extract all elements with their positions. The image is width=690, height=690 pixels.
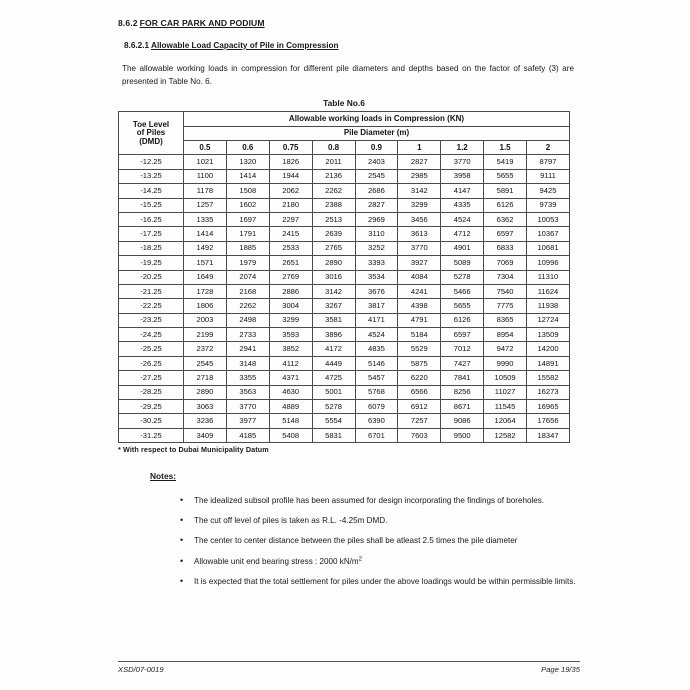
column-header-diameter-7: 1.5 xyxy=(484,141,527,155)
cell-toe-level: -15.25 xyxy=(119,198,184,212)
notes-title: Notes: xyxy=(150,471,177,482)
note-superscript: 2 xyxy=(358,555,363,562)
cell-load-0.6: 4185 xyxy=(226,428,269,442)
cell-load-0.5: 3409 xyxy=(184,428,227,442)
cell-load-1.5: 5655 xyxy=(484,169,527,183)
cell-load-0.9: 3393 xyxy=(355,256,398,270)
cell-load-1.2: 8671 xyxy=(441,400,484,414)
cell-load-0.75: 4630 xyxy=(269,385,312,399)
cell-load-0.5: 3236 xyxy=(184,414,227,428)
table-row xyxy=(119,184,570,198)
cell-toe-level: -25.25 xyxy=(119,342,184,356)
cell-load-0.75: 3004 xyxy=(269,299,312,313)
cell-load-2: 10367 xyxy=(527,227,570,241)
cell-load-1.2: 7427 xyxy=(441,356,484,370)
table-row xyxy=(119,284,570,298)
cell-load-0.9: 2403 xyxy=(355,155,398,169)
list-item: • It is expected that the total settlement for piles under the above loadings would be within permissible limits. xyxy=(180,575,578,588)
cell-load-1: 3456 xyxy=(398,212,441,226)
cell-load-0.75: 4889 xyxy=(269,400,312,414)
cell-load-1.5: 6126 xyxy=(484,198,527,212)
cell-load-0.9: 4171 xyxy=(355,313,398,327)
cell-load-0.8: 2388 xyxy=(312,198,355,212)
cell-load-0.9: 3534 xyxy=(355,270,398,284)
cell-load-0.9: 3817 xyxy=(355,299,398,313)
cell-load-0.6: 1508 xyxy=(226,184,269,198)
cell-load-2: 15582 xyxy=(527,371,570,385)
cell-load-1.2: 5278 xyxy=(441,270,484,284)
cell-load-1: 3927 xyxy=(398,256,441,270)
cell-load-0.9: 2686 xyxy=(355,184,398,198)
cell-load-0.9: 5457 xyxy=(355,371,398,385)
cell-load-1.5: 10509 xyxy=(484,371,527,385)
cell-load-1.2: 7841 xyxy=(441,371,484,385)
cell-load-1.5: 9472 xyxy=(484,342,527,356)
cell-load-0.5: 2890 xyxy=(184,385,227,399)
allowable-loads-table xyxy=(118,111,570,443)
table-row xyxy=(119,227,570,241)
cell-load-1: 2827 xyxy=(398,155,441,169)
cell-load-0.8: 3016 xyxy=(312,270,355,284)
page-footer xyxy=(118,665,580,674)
cell-load-1.2: 4712 xyxy=(441,227,484,241)
cell-load-0.5: 1414 xyxy=(184,227,227,241)
cell-load-0.6: 3977 xyxy=(226,414,269,428)
cell-load-2: 16965 xyxy=(527,400,570,414)
cell-load-0.6: 2498 xyxy=(226,313,269,327)
cell-load-0.8: 5554 xyxy=(312,414,355,428)
cell-load-1.2: 5655 xyxy=(441,299,484,313)
cell-toe-level: -27.25 xyxy=(119,371,184,385)
cell-toe-level: -21.25 xyxy=(119,284,184,298)
cell-load-1: 3299 xyxy=(398,198,441,212)
cell-load-0.9: 3676 xyxy=(355,284,398,298)
list-item xyxy=(180,555,578,568)
column-header-diameter-0: 0.5 xyxy=(184,141,227,155)
cell-load-0.75: 3852 xyxy=(269,342,312,356)
cell-load-0.75: 2297 xyxy=(269,212,312,226)
cell-load-0.8: 5831 xyxy=(312,428,355,442)
cell-load-2: 10681 xyxy=(527,241,570,255)
cell-toe-level: -13.25 xyxy=(119,169,184,183)
table-row xyxy=(119,356,570,370)
cell-load-0.8: 2765 xyxy=(312,241,355,255)
cell-load-0.9: 4524 xyxy=(355,328,398,342)
cell-load-1.2: 9086 xyxy=(441,414,484,428)
page-number: Page 19/35 xyxy=(541,665,580,674)
cell-toe-level: -16.25 xyxy=(119,212,184,226)
cell-load-0.9: 5146 xyxy=(355,356,398,370)
cell-load-0.5: 1492 xyxy=(184,241,227,255)
cell-load-0.8: 5278 xyxy=(312,400,355,414)
cell-load-0.75: 2769 xyxy=(269,270,312,284)
table-header-row-diameters xyxy=(119,141,570,155)
cell-load-0.8: 2890 xyxy=(312,256,355,270)
toe-level-header-line1: Toe Level xyxy=(132,119,170,129)
cell-load-1: 3142 xyxy=(398,184,441,198)
cell-load-1.5: 12582 xyxy=(484,428,527,442)
notes-list xyxy=(118,494,578,588)
subsection-number: 8.6.2.1 xyxy=(124,41,150,50)
cell-load-0.75: 4112 xyxy=(269,356,312,370)
cell-load-0.8: 3896 xyxy=(312,328,355,342)
table-row xyxy=(119,428,570,442)
cell-load-0.9: 5768 xyxy=(355,385,398,399)
cell-load-0.5: 2372 xyxy=(184,342,227,356)
cell-load-0.75: 2180 xyxy=(269,198,312,212)
cell-load-2: 18347 xyxy=(527,428,570,442)
cell-load-2: 14200 xyxy=(527,342,570,356)
cell-load-0.9: 3110 xyxy=(355,227,398,241)
cell-load-0.9: 4835 xyxy=(355,342,398,356)
column-header-diameter-3: 0.8 xyxy=(312,141,355,155)
cell-load-0.8: 5001 xyxy=(312,385,355,399)
cell-load-1.5: 12064 xyxy=(484,414,527,428)
document-code: XSD/07-0019 xyxy=(118,665,164,674)
cell-load-0.75: 2415 xyxy=(269,227,312,241)
cell-load-0.75: 2886 xyxy=(269,284,312,298)
subsection-title: Allowable Load Capacity of Pile in Compression xyxy=(151,41,339,50)
cell-load-1: 6220 xyxy=(398,371,441,385)
cell-load-1.5: 6597 xyxy=(484,227,527,241)
cell-toe-level: -26.25 xyxy=(119,356,184,370)
table-row xyxy=(119,198,570,212)
cell-load-1: 7257 xyxy=(398,414,441,428)
cell-load-1.2: 5089 xyxy=(441,256,484,270)
cell-load-1: 5184 xyxy=(398,328,441,342)
cell-load-0.9: 6701 xyxy=(355,428,398,442)
cell-load-0.6: 3148 xyxy=(226,356,269,370)
cell-load-1.2: 3770 xyxy=(441,155,484,169)
cell-load-0.5: 2199 xyxy=(184,328,227,342)
cell-load-0.5: 1728 xyxy=(184,284,227,298)
cell-load-0.5: 1571 xyxy=(184,256,227,270)
cell-load-0.8: 3142 xyxy=(312,284,355,298)
cell-load-2: 17656 xyxy=(527,414,570,428)
cell-load-0.75: 3593 xyxy=(269,328,312,342)
cell-load-2: 13509 xyxy=(527,328,570,342)
cell-load-1.5: 6362 xyxy=(484,212,527,226)
cell-load-0.75: 5148 xyxy=(269,414,312,428)
table-row xyxy=(119,169,570,183)
table-row xyxy=(119,155,570,169)
cell-load-0.6: 2168 xyxy=(226,284,269,298)
cell-toe-level: -22.25 xyxy=(119,299,184,313)
cell-load-0.75: 2533 xyxy=(269,241,312,255)
table-row xyxy=(119,212,570,226)
cell-load-0.9: 2545 xyxy=(355,169,398,183)
cell-load-0.5: 2003 xyxy=(184,313,227,327)
cell-load-1.2: 6597 xyxy=(441,328,484,342)
cell-load-1: 4084 xyxy=(398,270,441,284)
cell-load-1.5: 7775 xyxy=(484,299,527,313)
cell-load-0.6: 2262 xyxy=(226,299,269,313)
cell-load-1: 3613 xyxy=(398,227,441,241)
cell-load-2: 10996 xyxy=(527,256,570,270)
section-number: 8.6.2 xyxy=(118,18,138,28)
list-item: • The idealized subsoil profile has been assumed for design incorporating the findings of boreholes. xyxy=(180,494,578,507)
cell-load-1.5: 11027 xyxy=(484,385,527,399)
cell-load-0.6: 1602 xyxy=(226,198,269,212)
cell-toe-level: -30.25 xyxy=(119,414,184,428)
cell-toe-level: -31.25 xyxy=(119,428,184,442)
cell-toe-level: -19.25 xyxy=(119,256,184,270)
cell-load-1.2: 6126 xyxy=(441,313,484,327)
cell-load-1.5: 7540 xyxy=(484,284,527,298)
cell-load-0.75: 2062 xyxy=(269,184,312,198)
cell-load-0.5: 1021 xyxy=(184,155,227,169)
table-caption: Table No.6 xyxy=(323,98,365,109)
cell-load-0.75: 2651 xyxy=(269,256,312,270)
cell-load-1.2: 4524 xyxy=(441,212,484,226)
cell-load-0.8: 2011 xyxy=(312,155,355,169)
cell-toe-level: -24.25 xyxy=(119,328,184,342)
toe-level-header-line2: of Piles xyxy=(136,128,166,138)
cell-load-1.5: 5891 xyxy=(484,184,527,198)
column-header-diameter-2: 0.75 xyxy=(269,141,312,155)
column-header-diameter-1: 0.6 xyxy=(226,141,269,155)
table-row xyxy=(119,256,570,270)
cell-load-0.75: 1826 xyxy=(269,155,312,169)
cell-load-0.8: 4172 xyxy=(312,342,355,356)
cell-load-0.9: 3252 xyxy=(355,241,398,255)
toe-level-header xyxy=(119,112,184,155)
table-header-row-band xyxy=(119,112,570,126)
cell-toe-level: -12.25 xyxy=(119,155,184,169)
table-row xyxy=(119,313,570,327)
cell-load-1.2: 9500 xyxy=(441,428,484,442)
cell-toe-level: -18.25 xyxy=(119,241,184,255)
cell-load-2: 9739 xyxy=(527,198,570,212)
cell-load-2: 8797 xyxy=(527,155,570,169)
list-item: • The cut off level of piles is taken as R.L. -4.25m DMD. xyxy=(180,514,578,527)
cell-load-1: 4791 xyxy=(398,313,441,327)
page-content xyxy=(118,18,580,595)
table-row xyxy=(119,414,570,428)
column-header-diameter-4: 0.9 xyxy=(355,141,398,155)
cell-load-0.5: 3063 xyxy=(184,400,227,414)
cell-load-0.5: 2545 xyxy=(184,356,227,370)
cell-load-1: 4398 xyxy=(398,299,441,313)
cell-load-0.8: 2639 xyxy=(312,227,355,241)
cell-load-0.5: 1806 xyxy=(184,299,227,313)
cell-load-0.8: 4725 xyxy=(312,371,355,385)
cell-load-1.5: 6833 xyxy=(484,241,527,255)
cell-load-0.5: 1335 xyxy=(184,212,227,226)
table-body xyxy=(119,155,570,443)
cell-load-2: 14891 xyxy=(527,356,570,370)
cell-load-0.6: 1979 xyxy=(226,256,269,270)
intro-paragraph: The allowable working loads in compression for different pile diameters and depths based on the factor of safety (3) are presented in Table No. 6. xyxy=(122,64,574,87)
cell-load-0.5: 2718 xyxy=(184,371,227,385)
cell-load-0.8: 2262 xyxy=(312,184,355,198)
cell-load-0.6: 3355 xyxy=(226,371,269,385)
cell-load-1.5: 7069 xyxy=(484,256,527,270)
footer-divider xyxy=(118,661,580,662)
list-item: • The center to center distance between the piles shall be atleast 2.5 times the pile diameter xyxy=(180,534,578,547)
table-row xyxy=(119,299,570,313)
cell-toe-level: -17.25 xyxy=(119,227,184,241)
cell-load-0.8: 2136 xyxy=(312,169,355,183)
cell-load-2: 11624 xyxy=(527,284,570,298)
toe-level-header-line3: (DMD) xyxy=(139,136,163,146)
cell-load-2: 12724 xyxy=(527,313,570,327)
table-header-row-subband xyxy=(119,126,570,140)
cell-load-0.6: 2733 xyxy=(226,328,269,342)
table-footnote: * With respect to Dubai Municipality Datum xyxy=(118,445,269,455)
section-heading xyxy=(118,18,580,28)
table-row xyxy=(119,328,570,342)
cell-load-1: 4241 xyxy=(398,284,441,298)
cell-load-1.2: 7012 xyxy=(441,342,484,356)
cell-load-0.75: 5408 xyxy=(269,428,312,442)
cell-load-2: 11938 xyxy=(527,299,570,313)
cell-load-1.2: 4901 xyxy=(441,241,484,255)
cell-load-2: 9425 xyxy=(527,184,570,198)
column-header-diameter-8: 2 xyxy=(527,141,570,155)
cell-load-0.6: 2941 xyxy=(226,342,269,356)
cell-load-1: 2985 xyxy=(398,169,441,183)
cell-load-0.9: 2969 xyxy=(355,212,398,226)
band-header: Allowable working loads in Compression (KN) xyxy=(184,112,570,126)
cell-load-1.2: 8256 xyxy=(441,385,484,399)
cell-load-0.5: 1178 xyxy=(184,184,227,198)
cell-load-1: 5875 xyxy=(398,356,441,370)
cell-load-0.9: 6390 xyxy=(355,414,398,428)
cell-load-2: 10053 xyxy=(527,212,570,226)
cell-load-1.2: 3958 xyxy=(441,169,484,183)
cell-load-1.5: 11545 xyxy=(484,400,527,414)
column-header-diameter-6: 1.2 xyxy=(441,141,484,155)
table-row xyxy=(119,385,570,399)
cell-toe-level: -14.25 xyxy=(119,184,184,198)
subsection-heading xyxy=(124,41,580,50)
table-row xyxy=(119,342,570,356)
table-row xyxy=(119,241,570,255)
table-row xyxy=(119,270,570,284)
cell-load-2: 9111 xyxy=(527,169,570,183)
cell-load-0.6: 3770 xyxy=(226,400,269,414)
cell-load-1: 7603 xyxy=(398,428,441,442)
cell-load-0.6: 1885 xyxy=(226,241,269,255)
cell-load-1: 6912 xyxy=(398,400,441,414)
cell-load-0.5: 1257 xyxy=(184,198,227,212)
cell-load-1.5: 5419 xyxy=(484,155,527,169)
cell-load-0.8: 3581 xyxy=(312,313,355,327)
subband-header: Pile Diameter (m) xyxy=(184,126,570,140)
cell-load-0.8: 2513 xyxy=(312,212,355,226)
note-text: Allowable unit end bearing stress : 2000 kN/m xyxy=(194,556,359,566)
cell-load-1.5: 7304 xyxy=(484,270,527,284)
table-row xyxy=(119,371,570,385)
cell-load-0.9: 2827 xyxy=(355,198,398,212)
cell-load-0.5: 1100 xyxy=(184,169,227,183)
cell-load-0.75: 4371 xyxy=(269,371,312,385)
cell-load-1.5: 9990 xyxy=(484,356,527,370)
table-row xyxy=(119,400,570,414)
cell-load-0.6: 2074 xyxy=(226,270,269,284)
cell-load-0.6: 3563 xyxy=(226,385,269,399)
cell-load-0.8: 4449 xyxy=(312,356,355,370)
cell-load-0.6: 1791 xyxy=(226,227,269,241)
cell-load-2: 11310 xyxy=(527,270,570,284)
table-header xyxy=(119,112,570,155)
cell-load-1.2: 4335 xyxy=(441,198,484,212)
cell-load-1: 5529 xyxy=(398,342,441,356)
cell-load-1: 3770 xyxy=(398,241,441,255)
cell-toe-level: -29.25 xyxy=(119,400,184,414)
cell-load-1.2: 4147 xyxy=(441,184,484,198)
cell-toe-level: -23.25 xyxy=(119,313,184,327)
cell-load-1.2: 5466 xyxy=(441,284,484,298)
cell-load-0.6: 1320 xyxy=(226,155,269,169)
cell-load-0.9: 6079 xyxy=(355,400,398,414)
cell-load-1: 6566 xyxy=(398,385,441,399)
cell-load-1.5: 8954 xyxy=(484,328,527,342)
cell-load-0.5: 1649 xyxy=(184,270,227,284)
cell-load-1.5: 8365 xyxy=(484,313,527,327)
cell-load-0.6: 1697 xyxy=(226,212,269,226)
cell-load-2: 16273 xyxy=(527,385,570,399)
cell-toe-level: -20.25 xyxy=(119,270,184,284)
cell-load-0.6: 1414 xyxy=(226,169,269,183)
cell-load-0.75: 3299 xyxy=(269,313,312,327)
cell-load-0.75: 1944 xyxy=(269,169,312,183)
cell-toe-level: -28.25 xyxy=(119,385,184,399)
column-header-diameter-5: 1 xyxy=(398,141,441,155)
cell-load-0.8: 3267 xyxy=(312,299,355,313)
section-title: FOR CAR PARK AND PODIUM xyxy=(139,18,265,28)
